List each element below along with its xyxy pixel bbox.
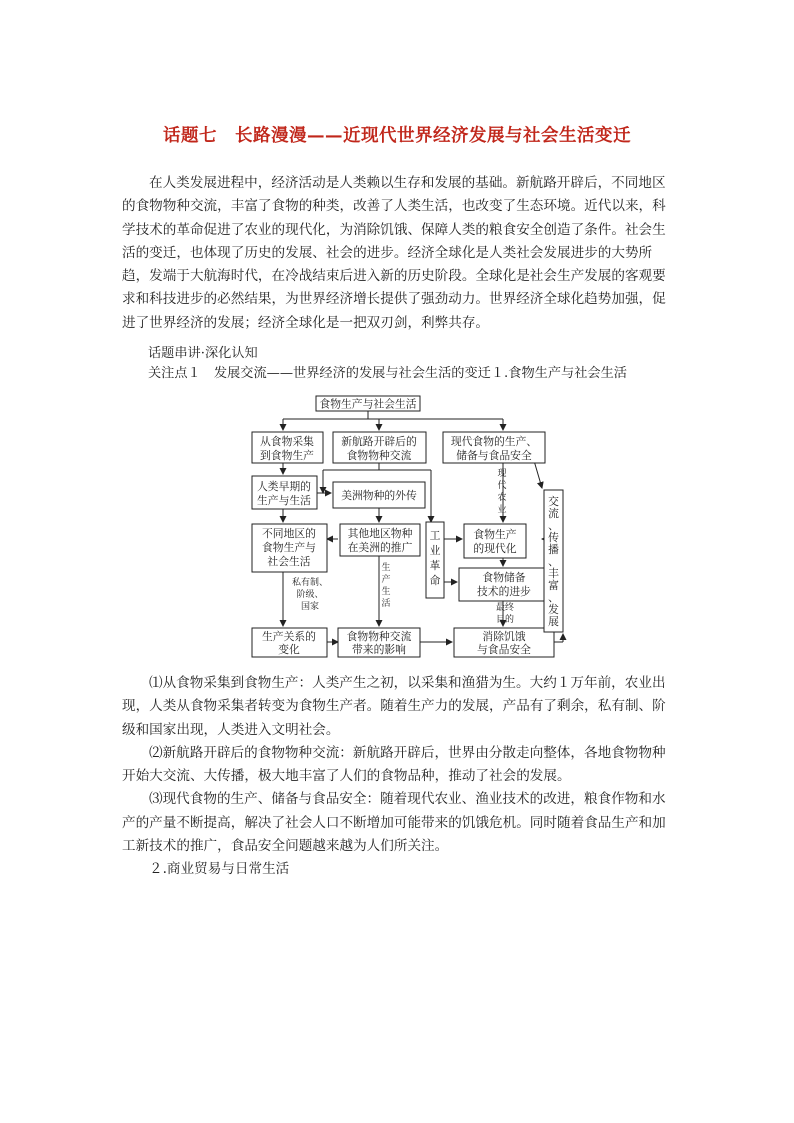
- body-paragraphs: [122, 672, 676, 882]
- svg-text:生: 生: [381, 587, 391, 597]
- svg-text:农: 农: [497, 493, 507, 503]
- page-title: 话题七 长路漫漫——近现代世界经济发展与社会生活变迁: [163, 126, 631, 146]
- svg-text:、: 、: [548, 591, 559, 604]
- svg-text:目的: 目的: [495, 615, 515, 625]
- svg-text:命: 命: [429, 574, 441, 587]
- svg-text:现: 现: [497, 469, 507, 479]
- svg-text:生产关系的: 生产关系的: [262, 630, 316, 643]
- svg-text:新航路开辟后的: 新航路开辟后的: [341, 435, 417, 448]
- svg-text:食物生产与: 食物生产与: [262, 541, 316, 554]
- svg-text:美洲物种的外传: 美洲物种的外传: [341, 489, 417, 502]
- svg-text:现代食物的生产、: 现代食物的生产、: [450, 435, 538, 448]
- intro-paragraph: 在人类发展进程中，经济活动是人类赖以生存和发展的基础。新航路开辟后，不同地区的食物物种交流，丰富了食物的种类，改善了人类生活，也改变了生态环境。近代以来，科学技术的革命促进了农业的现代化，为消除饥饿、保障人类的粮食安全创造了条件。社会生活的变迁，也体现了历史的发展、社会的进步。经济全球化是人类社会发展进步的大势所趋，发端于大航海时代，在冷战结束后进入新的历史阶段。全球化是社会生产发展的客观要求和科技进步的必然结果，为世界经济增长提供了强劲动力。世界经济全球化趋势加强，促进了世界经济的发展；经济全球化是一把双刃剑，利弊共存。: [122, 175, 666, 331]
- svg-text:食物物种交流: 食物物种交流: [346, 630, 412, 643]
- subsection-heading: ２.商业贸易与日常生活: [149, 861, 290, 878]
- section-heading: 话题串讲·深化认知: [148, 346, 258, 361]
- svg-text:阶级、: 阶级、: [296, 590, 324, 600]
- svg-text:革: 革: [429, 559, 441, 572]
- svg-text:带来的影响: 带来的影响: [352, 643, 406, 656]
- svg-text:的现代化: 的现代化: [473, 542, 517, 555]
- svg-text:、: 、: [548, 555, 559, 568]
- svg-text:活: 活: [381, 599, 391, 609]
- focus-point-line: 关注点１ 发展交流——世界经济的发展与社会生活的变迁１.食物生产与社会生活: [148, 366, 627, 381]
- svg-text:展: 展: [548, 615, 559, 628]
- svg-text:其他地区物种: 其他地区物种: [347, 527, 413, 540]
- svg-text:生产与生活: 生产与生活: [257, 494, 311, 507]
- svg-text:人类早期的: 人类早期的: [257, 480, 311, 493]
- svg-text:工: 工: [429, 529, 441, 542]
- paragraph-modern-food: ⑶现代食物的生产、储备与食品安全：随着现代农业、渔业技术的改进，粮食作物和水产的产量不断提高，解决了社会人口不断增加可能带来的饥饿危机。同时随着食品生产和加工新技术的推广，食品安全问题越来越为人们所关注。: [122, 791, 666, 855]
- svg-text:社会生活: 社会生活: [267, 555, 311, 568]
- svg-text:生: 生: [381, 563, 391, 573]
- svg-text:代: 代: [497, 481, 507, 491]
- svg-text:富: 富: [548, 579, 559, 592]
- svg-text:业: 业: [497, 505, 507, 515]
- svg-text:传: 传: [548, 531, 559, 544]
- svg-text:变化: 变化: [278, 643, 300, 656]
- svg-text:到食物生产: 到食物生产: [260, 449, 314, 462]
- svg-text:食物储备: 食物储备: [482, 571, 526, 584]
- svg-text:交: 交: [548, 495, 559, 508]
- svg-text:产: 产: [381, 575, 391, 585]
- svg-text:食物生产: 食物生产: [473, 528, 517, 541]
- svg-text:发: 发: [548, 603, 559, 616]
- flow-diagram: [240, 392, 580, 662]
- svg-text:不同地区的: 不同地区的: [262, 527, 316, 540]
- svg-text:储备与食品安全: 储备与食品安全: [456, 449, 532, 462]
- svg-text:私有制、: 私有制、: [291, 578, 329, 588]
- svg-text:消除饥饿: 消除饥饿: [482, 630, 526, 643]
- svg-text:、: 、: [548, 519, 559, 532]
- svg-text:从食物采集: 从食物采集: [260, 435, 314, 448]
- svg-text:播: 播: [548, 543, 559, 556]
- svg-text:最终: 最终: [495, 603, 515, 613]
- svg-text:流: 流: [548, 507, 559, 520]
- svg-text:国家: 国家: [300, 602, 320, 612]
- box-top-theme-label: 食物生产与社会生活: [319, 397, 417, 411]
- svg-text:业: 业: [429, 544, 441, 557]
- paragraph-food-collection: ⑴从食物采集到食物生产：人类产生之初，以采集和渔猎为生。大约１万年前，农业出现，人类从食物采集者转变为食物生产者。随着生产力的发展，产品有了剩余，私有制、阶级和国家出现，人类进入文明社会。: [122, 675, 666, 738]
- paragraph-species-exchange: ⑵新航路开辟后的食物物种交流：新航路开辟后，世界由分散走向整体，各地食物物种开始大交流、大传播，极大地丰富了人们的食物品种，推动了社会的发展。: [122, 744, 666, 785]
- svg-text:在美洲的推广: 在美洲的推广: [347, 541, 413, 554]
- svg-text:与食品安全: 与食品安全: [477, 643, 531, 656]
- svg-text:丰: 丰: [548, 567, 559, 580]
- svg-text:技术的进步: 技术的进步: [477, 585, 531, 598]
- svg-text:食物物种交流: 食物物种交流: [346, 449, 412, 462]
